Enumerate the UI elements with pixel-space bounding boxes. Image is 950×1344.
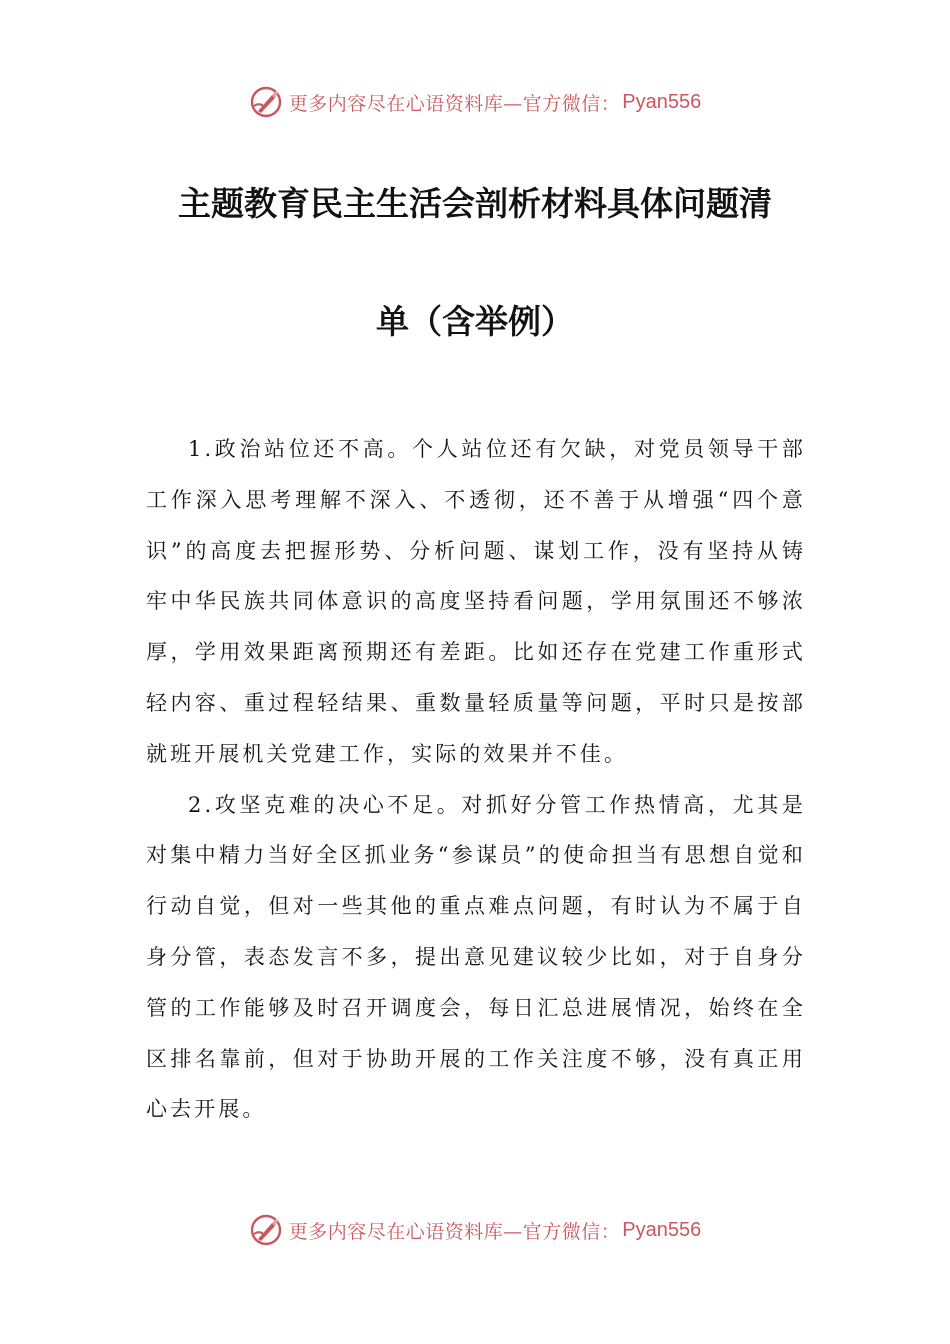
pen-logo-icon (249, 85, 283, 119)
watermark-text: 更多内容尽在心语资料库—官方微信： (288, 1220, 621, 1243)
wechat-id: Pyan556 (622, 90, 702, 113)
watermark-text: 更多内容尽在心语资料库—官方微信： (288, 92, 621, 115)
footer-watermark (0, 1208, 950, 1252)
wechat-id: Pyan556 (622, 1218, 702, 1241)
pen-logo-icon (249, 1213, 283, 1247)
header-watermark (0, 80, 950, 124)
document-title-line-1: 主题教育民主生活会剖析材料具体问题清 (178, 184, 772, 223)
document-title-line-2: 单（含举例） (376, 302, 574, 341)
paragraph-2: 2.攻坚克难的决心不足。对抓好分管工作热情高，尤其是对集中精力当好全区抓业务“参谋员”的使命担当有思想自觉和行动自觉，但对一些其他的重点难点问题，有时认为不属于自身分管，表态发言不多，提出意见建议较少比如，对于自身分管的工作能够及时召开调度会，每日汇总进展情况，始终在全区排名靠前，但对于协助开展的工作关注度不够，没有真正用心去开展。 (146, 792, 806, 1122)
paragraph-1: 1.政治站位还不高。个人站位还有欠缺，对党员领导干部工作深入思考理解不深入、不透彻，还不善于从增强“四个意识”的高度去把握形势、分析问题、谋划工作，没有坚持从铸牢中华民族共同体意识的高度坚持看问题，学用氛围还不够浓厚，学用效果距离预期还有差距。比如还存在党建工作重形式轻内容、重过程轻结果、重数量轻质量等问题，平时只是按部就班开展机关党建工作，实际的效果并不佳。 (146, 437, 806, 766)
document-body (146, 424, 806, 1135)
